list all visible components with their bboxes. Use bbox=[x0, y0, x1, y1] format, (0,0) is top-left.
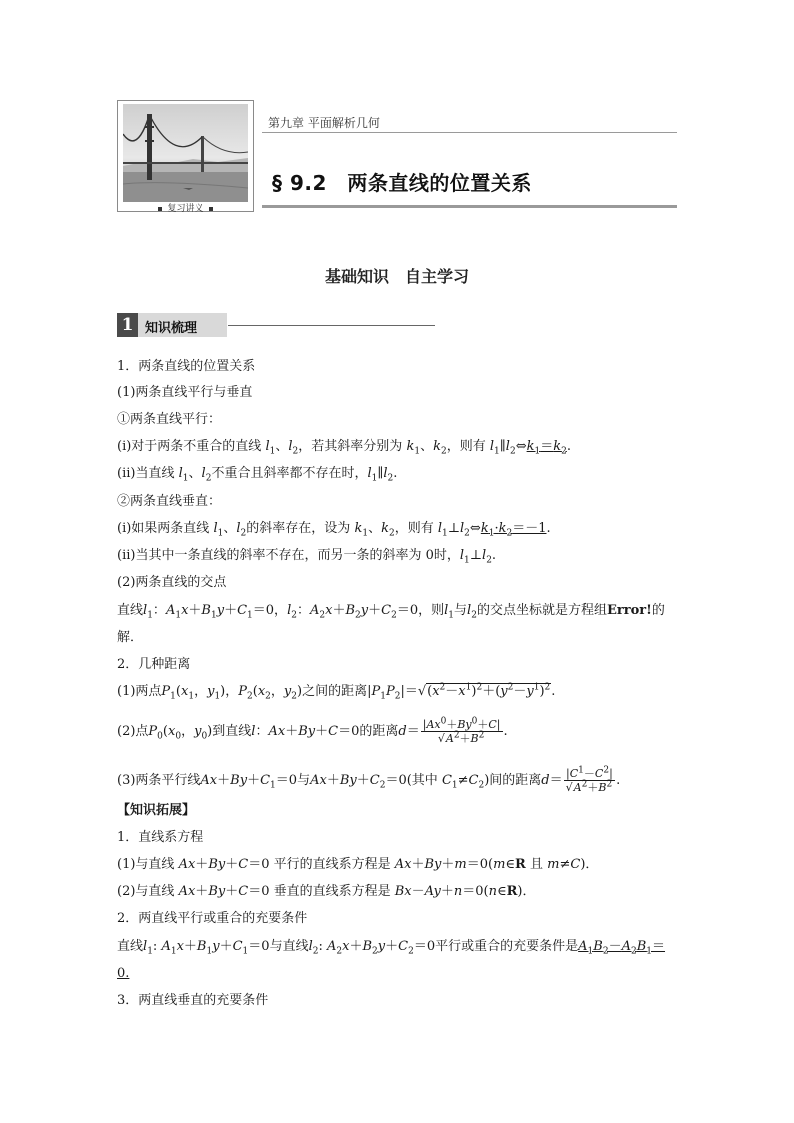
text-span: ，若其斜率分别为 bbox=[298, 439, 403, 454]
text-span: 到直线 bbox=[212, 724, 252, 739]
bullet-icon bbox=[158, 207, 162, 211]
text-span: ，则有 bbox=[446, 439, 486, 454]
text-line: 2．两直线平行或重合的充要条件 bbox=[117, 911, 308, 926]
bullet-icon bbox=[209, 207, 213, 211]
main-heading: 基础知识 自主学习 bbox=[324, 267, 469, 286]
text-span: 平行或重合的充要条件是 bbox=[435, 939, 579, 954]
bridge-illustration bbox=[123, 104, 248, 202]
text-span: 的 bbox=[651, 603, 665, 618]
text-line: (1)两条直线平行与垂直 bbox=[117, 385, 253, 400]
text-span: 之间的距离 bbox=[302, 684, 368, 699]
error-text: Error! bbox=[606, 603, 652, 618]
text-line: ①两条直线平行： bbox=[117, 412, 222, 427]
text-line: 1．直线系方程 bbox=[117, 830, 204, 845]
text-span: (ⅰ)如果两条直线 bbox=[117, 521, 210, 536]
text-span: 的交点坐标就是方程组 bbox=[476, 603, 607, 618]
text-line: 解． bbox=[117, 630, 144, 645]
text-line: 直线$l_1$: $A_1x+B_1y+C_1=0$与直线$l_2$: $A_2x+B_2y+C_2=0$平行或重合的充要条件是$A_1B_2-A_2B_1=$ bbox=[117, 939, 666, 957]
text-span: 0. bbox=[117, 966, 130, 981]
text-span: (1)两点 bbox=[117, 684, 162, 699]
text-span: 不重合且斜率都不存在时， bbox=[211, 466, 368, 481]
text-span: (ⅱ)当直线 bbox=[117, 466, 175, 481]
text-span: ，则 bbox=[418, 603, 445, 618]
parallel-distance-fraction: $\frac{|C^1-C^2|}{√A^2+B^2}$ bbox=[564, 767, 616, 794]
text-line: (1)与直线 Ax＋By＋C＝0 平行的直线系方程是 Ax＋By＋m＝0(m∈R 且 m≠C)． bbox=[117, 857, 599, 872]
text-span: (3)两条平行线 bbox=[117, 773, 201, 788]
text-span: 直线 bbox=[117, 603, 144, 618]
text-line: (ⅱ)当其中一条直线的斜率不存在，而另一条的斜率为 0时，$l_1\perp l_2$. bbox=[117, 548, 497, 566]
text-line: (1)两点$P_1(x_1$，$y_1$)，$P_2(x_2$，$y_2$)之间的距离$|P_1P_2|=√(x^2-x^1)^2+(y^2-y^1)^2$. bbox=[117, 682, 556, 702]
text-line: 2．几种距离 bbox=[117, 657, 191, 672]
text-span: 与 bbox=[297, 773, 311, 788]
text-span: 与直线 bbox=[269, 939, 309, 954]
text-line: 直线$l_1$：$A_1x+B_1y+C_1=0$，$l_2$：$A_2x+B_2y+C_2=0$，则$l_1$与$l_2$的交点坐标就是方程组Error!的 bbox=[117, 603, 665, 621]
text-line: (2)与直线 Ax＋By＋C＝0 垂直的直线系方程是 Bx－Ay＋n＝0(n∈R)． bbox=[117, 884, 536, 899]
text-line: (2)两条直线的交点 bbox=[117, 575, 227, 590]
text-span: (2)与直线 bbox=[117, 884, 175, 899]
badge-title: 知识梳理 bbox=[145, 321, 198, 336]
text-span: (1)与直线 bbox=[117, 857, 175, 872]
text-span: (ⅰ)对于两条不重合的直线 bbox=[117, 439, 262, 454]
review-notes-label bbox=[117, 201, 254, 214]
header-rule-thick bbox=[262, 205, 677, 208]
text-line bbox=[117, 966, 129, 982]
text-span: (其中 bbox=[406, 773, 438, 788]
text-span: ，则有 bbox=[394, 521, 434, 536]
distance-fraction: $\frac{|Ax^0+By^0+C|}{√A^2+B^2}$ bbox=[422, 716, 501, 745]
text-span: (ⅱ)当其中一条直线的斜率不存在，而另一条的斜率为 0时， bbox=[117, 548, 460, 563]
text-line: (2)点$P_0(x_0$，$y_0$)到直线l：Ax＋By＋C＝0的距离d＝ $\frac{|Ax^0+By^0+C|}{√A^2+B^2}$ . bbox=[117, 716, 508, 745]
text-span: 的距离 bbox=[359, 724, 399, 739]
bridge-photo bbox=[123, 104, 248, 202]
badge-rule bbox=[228, 325, 435, 326]
extension-title: 【知识拓展】 bbox=[117, 803, 196, 818]
badge-number: 1 bbox=[117, 313, 138, 337]
text-span: 直线 bbox=[117, 939, 144, 954]
text-line: 1．两条直线的位置关系 bbox=[117, 359, 256, 374]
text-span: 的斜率存在，设为 bbox=[246, 521, 351, 536]
review-notes-text: 复习讲义 bbox=[167, 204, 204, 214]
text-span: )间的距离 bbox=[484, 773, 542, 788]
text-line: (3)两条平行线$Ax+By+C_1=0$与$Ax+By+C_2=0$(其中 $C_1\ne C_2$)间的距离d＝ $\frac{|C^1-C^2|}{√A^2+B^2}$ . bbox=[117, 765, 621, 794]
text-line: (ⅱ)当直线 $l_1$、$l_2$不重合且斜率都不存在时，$l_1\parallel l_2$. bbox=[117, 466, 398, 484]
text-span: 平行的直线系方程是 bbox=[273, 857, 391, 872]
text-span: (2)点 bbox=[117, 724, 149, 739]
text-line: 3．两直线垂直的充要条件 bbox=[117, 993, 269, 1008]
chapter-title: 第九章 平面解析几何 bbox=[268, 116, 380, 130]
text-line: (ⅰ)对于两条不重合的直线 $l_1$、$l_2$，若其斜率分别为 $k_1$、$k_2$，则有 $l_1\parallel l_2\Leftrightarrow k_1=k_2$. bbox=[117, 439, 571, 457]
text-span: 垂直的直线系方程是 bbox=[273, 884, 391, 899]
text-line: ②两条直线垂直： bbox=[117, 494, 222, 509]
text-line: (ⅰ)如果两条直线 $l_1$、$l_2$的斜率存在，设为 $k_1$、$k_2$，则有 $l_1\perp l_2\Leftrightarrow k_1\cdot k_2=-1$. bbox=[117, 521, 551, 539]
header-rule-thin bbox=[262, 132, 677, 133]
section-title: § 9.2 两条直线的位置关系 bbox=[272, 171, 532, 195]
